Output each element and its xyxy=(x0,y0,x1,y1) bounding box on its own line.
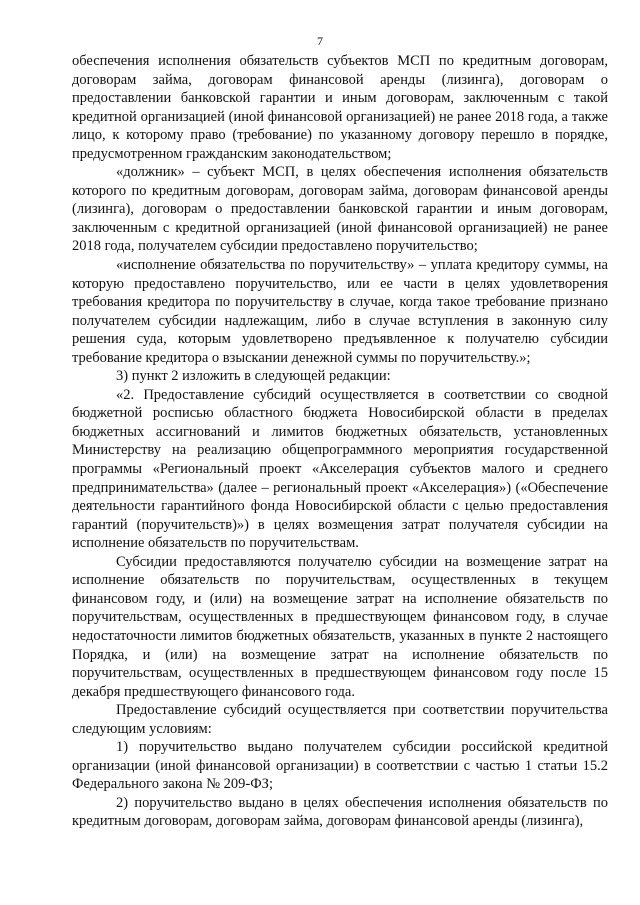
paragraph-condition-2: 2) поручительство выдано в целях обеспечения исполнения обязательств по кредитным договорам, договорам займа, договорам финансовой аренды (лизинга), xyxy=(72,794,608,830)
paragraph-debtor-definition: «должник» – субъект МСП, в целях обеспечения исполнения обязательств которого по кредитным договорам, договорам займа, договорам финансовой аренды (лизинга), договорам о предоставлении банковской гарантии и иным договорам, заключенным с кредитной организацией (иной финансовой организацией) не ранее 2018 года, получателем субсидии предоставлено поручительство; xyxy=(72,164,608,255)
document-body xyxy=(72,52,608,831)
paragraph-point-2: «2. Предоставление субсидий осуществляется в соответствии со сводной бюджетной росписью областного бюджета Новосибирской области в пределах бюджетных ассигнований и лимитов бюджетных обязательств, установленных Министерству на реализацию общепрограммного мероприятия государственной программы «Региональный проект «Акселерация субъектов малого и среднего предпринимательства» (далее – региональный проект «Акселерация») («Обеспечение деятельности гарантийного фонда Новосибирской области с целью предоставления гарантий (поручительств)») в целях возмещения затрат получателя субсидии на исполнение обязательств по поручительствам. xyxy=(72,386,608,552)
paragraph-subsidies: Субсидии предоставляются получателю субсидии на возмещение затрат на исполнение обязательств по поручительствам, осуществленных в текущем финансовом году, и (или) на возмещение затрат на исполнение обязательств по поручительствам, осуществленных в предшествующем финансовом году, в случае недостаточности лимитов бюджетных обязательств, указанных в пункте 2 настоящего Порядка, и (или) на возмещение затрат на исполнение обязательств по поручительствам, осуществленных в предшествующем финансовом году после 15 декабря предшествующего финансового года. xyxy=(72,553,608,700)
paragraph-item-3: 3) пункт 2 изложить в следующей редакции: xyxy=(116,368,391,385)
paragraph-conditions-intro: Предоставление субсидий осуществляется при соответствии поручительства следующим условиям: xyxy=(72,702,608,737)
paragraph-condition-1: 1) поручительство выдано получателем субсидии российской кредитной организации (иной финансовой организации) в соответствии с частью 1 статьи 15.2 Федерального закона № 209-ФЗ; xyxy=(72,739,608,793)
paragraph-guarantee-definition: «исполнение обязательства по поручительству» – уплата кредитору суммы, на которую предоставлено поручительство, или ее части в целях удовлетворения требования кредитора по поручительству в случае, когда такое требование признано получателем субсидии надлежащим, либо в случае вступления в законную силу решения суда, которым удовлетворено предъявленное к получателю субсидии требование кредитора о взыскании денежной суммы по поручительству.»; xyxy=(72,257,608,366)
page-number: 7 xyxy=(317,34,323,48)
paragraph-continuation: обеспечения исполнения обязательств субъектов МСП по кредитным договорам, договорам займа, договорам финансовой аренды (лизинга), договорам о предоставлении банковской гарантии и иным договорам, заключенным с такой кредитной организацией (иной финансовой организацией) не ранее 2018 года, а также лицо, к которому право (требование) по указанному договору перешло в порядке, предусмотренном гражданским законодательством; xyxy=(72,53,608,162)
